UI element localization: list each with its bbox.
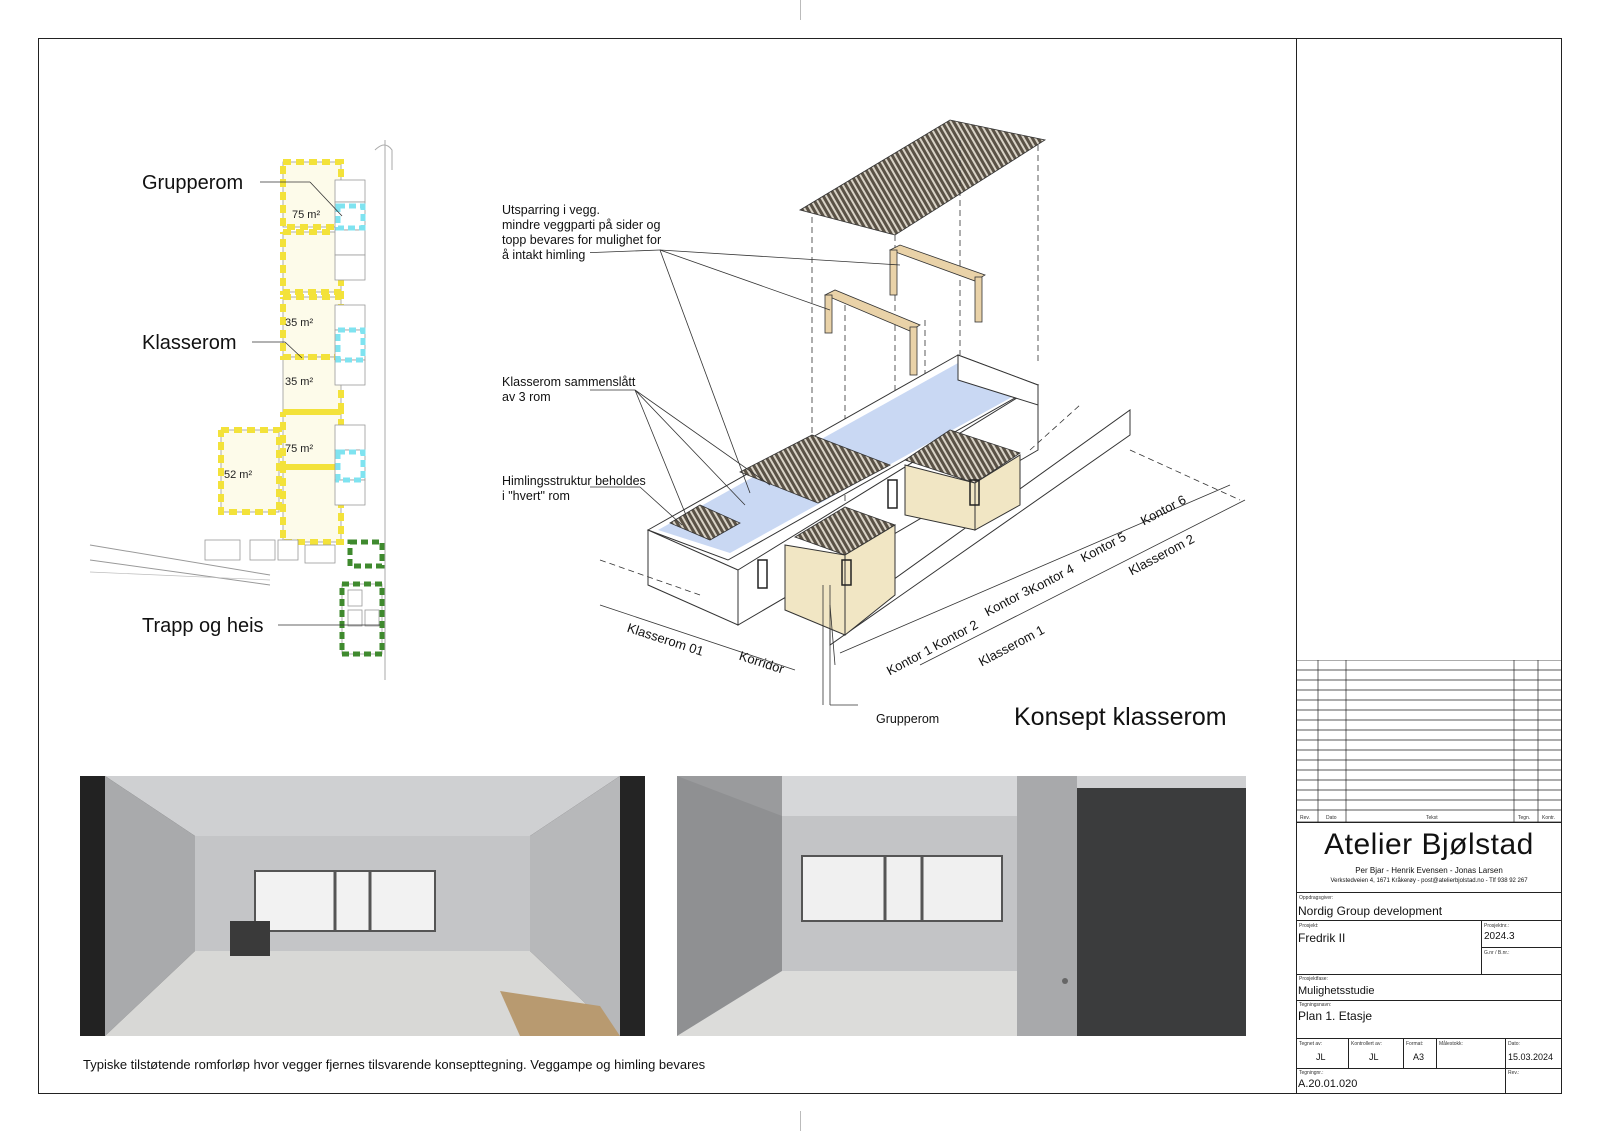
rev-col-header: Dato [1326,815,1337,821]
room-photo-right [677,776,1246,1036]
number-label: Tegningnr.: [1299,1070,1324,1076]
floor-plan [80,140,410,680]
concept-label-grupperom: Grupperom [876,712,940,726]
concept-note-merged [502,375,635,405]
note-line: topp bevares for mulighet for [502,233,662,247]
checked-label: Kontrollert av: [1351,1041,1382,1047]
drawing-label: Tegningsnavn: [1299,1002,1332,1008]
client-value: Nordig Group development [1298,904,1443,918]
gnr-label: G.nr / B.nr.: [1484,950,1510,956]
area-label: 75 m² [292,209,321,221]
room-photo-left [80,776,645,1036]
photo-caption: Typiske tilstøtende romforløp hvor vegger fjernes tilsvarende konsepttegning. Veggampe og himling bevares [83,1057,706,1072]
dim-kontor-4: Kontor 4 [1026,560,1077,598]
registration-tick-bottom [800,1111,801,1131]
project-value: Fredrik II [1298,931,1346,945]
plan-label-grupperom: Grupperom [142,172,244,194]
format-value: A3 [1413,1052,1425,1062]
drawn-label: Tegnet av: [1299,1041,1323,1047]
phase-value: Mulighetsstudie [1298,985,1375,997]
date-label: Dato: [1508,1041,1520,1047]
dim-klasserom-2: Klasserom 2 [1126,531,1197,579]
drawn-value: JL [1316,1052,1326,1062]
rev-col-header: Kontr. [1542,815,1556,821]
area-label: 35 m² [285,376,314,388]
note-line: i "hvert" rom [502,489,570,503]
dim-korridor: Korridor [737,648,786,677]
rev-label: Rev.: [1508,1070,1520,1076]
firm-partners: Per Bjar - Henrik Evensen - Jonas Larsen [1355,866,1503,875]
rev-col-header: Tekst [1426,815,1438,821]
projnr-divider [1481,947,1562,948]
note-line: Klasserom sammenslått [502,375,636,389]
format-label: Format: [1406,1041,1424,1047]
dim-klasserom-1: Klasserom 1 [976,622,1047,670]
projnr-label: Prosjektnr.: [1484,923,1510,929]
meta-divider [1348,1038,1349,1068]
dim-kontor-2: Kontor 2 [930,616,981,654]
firm-address: Verkstedveien 4, 1671 Kråkerøy - post@atelierbjolstad.no - Tlf 938 92 267 [1330,878,1528,884]
concept-title: Konsept klasserom [1014,703,1227,731]
rev-col-header: Tegn. [1518,815,1531,821]
client-label: Oppdragsgiver: [1299,895,1334,901]
registration-tick-top [800,0,801,20]
dim-kontor-3: Kontor 3 [982,582,1033,620]
dim-klasserom-01: Klasserom 01 [625,620,706,659]
date-value: 15.03.2024 [1508,1052,1554,1062]
note-line: mindre veggparti på sider og [502,218,661,232]
rev-col-header: Rev. [1300,815,1310,821]
projnr-value: 2024.3 [1484,931,1515,942]
area-label: 75 m² [285,443,314,455]
area-label: 35 m² [285,317,314,329]
revision-table [1296,660,1562,822]
phase-label: Prosjektfase: [1299,976,1328,982]
concept-note-cutout [502,203,661,263]
room-photo-left-image [80,776,645,1036]
area-label: 52 m² [224,469,253,481]
project-label: Prosjekt: [1299,923,1319,929]
concept-note-ceiling [502,474,646,504]
note-line: Himlingsstruktur beholdes [502,474,646,488]
meta-divider [1436,1038,1437,1068]
room-photo-right-image [677,776,1246,1036]
meta-divider [1403,1038,1404,1068]
plan-label-klasserom: Klasserom [142,332,237,354]
dim-kontor-1: Kontor 1 [884,641,935,679]
plan-label-trapp: Trapp og heis [142,615,264,637]
note-line: av 3 rom [502,390,551,404]
note-line: Utsparring i vegg. [502,203,600,217]
drawing-value: Plan 1. Etasje [1298,1009,1373,1023]
dim-kontor-6: Kontor 6 [1138,491,1189,529]
firm-name: Atelier Bjølstad [1324,828,1534,861]
checked-value: JL [1369,1052,1379,1062]
note-line: å intakt himling [502,248,586,262]
dim-kontor-5: Kontor 5 [1078,528,1129,566]
scale-label: Målestokk: [1439,1041,1463,1047]
number-value: A.20.01.020 [1298,1078,1358,1090]
